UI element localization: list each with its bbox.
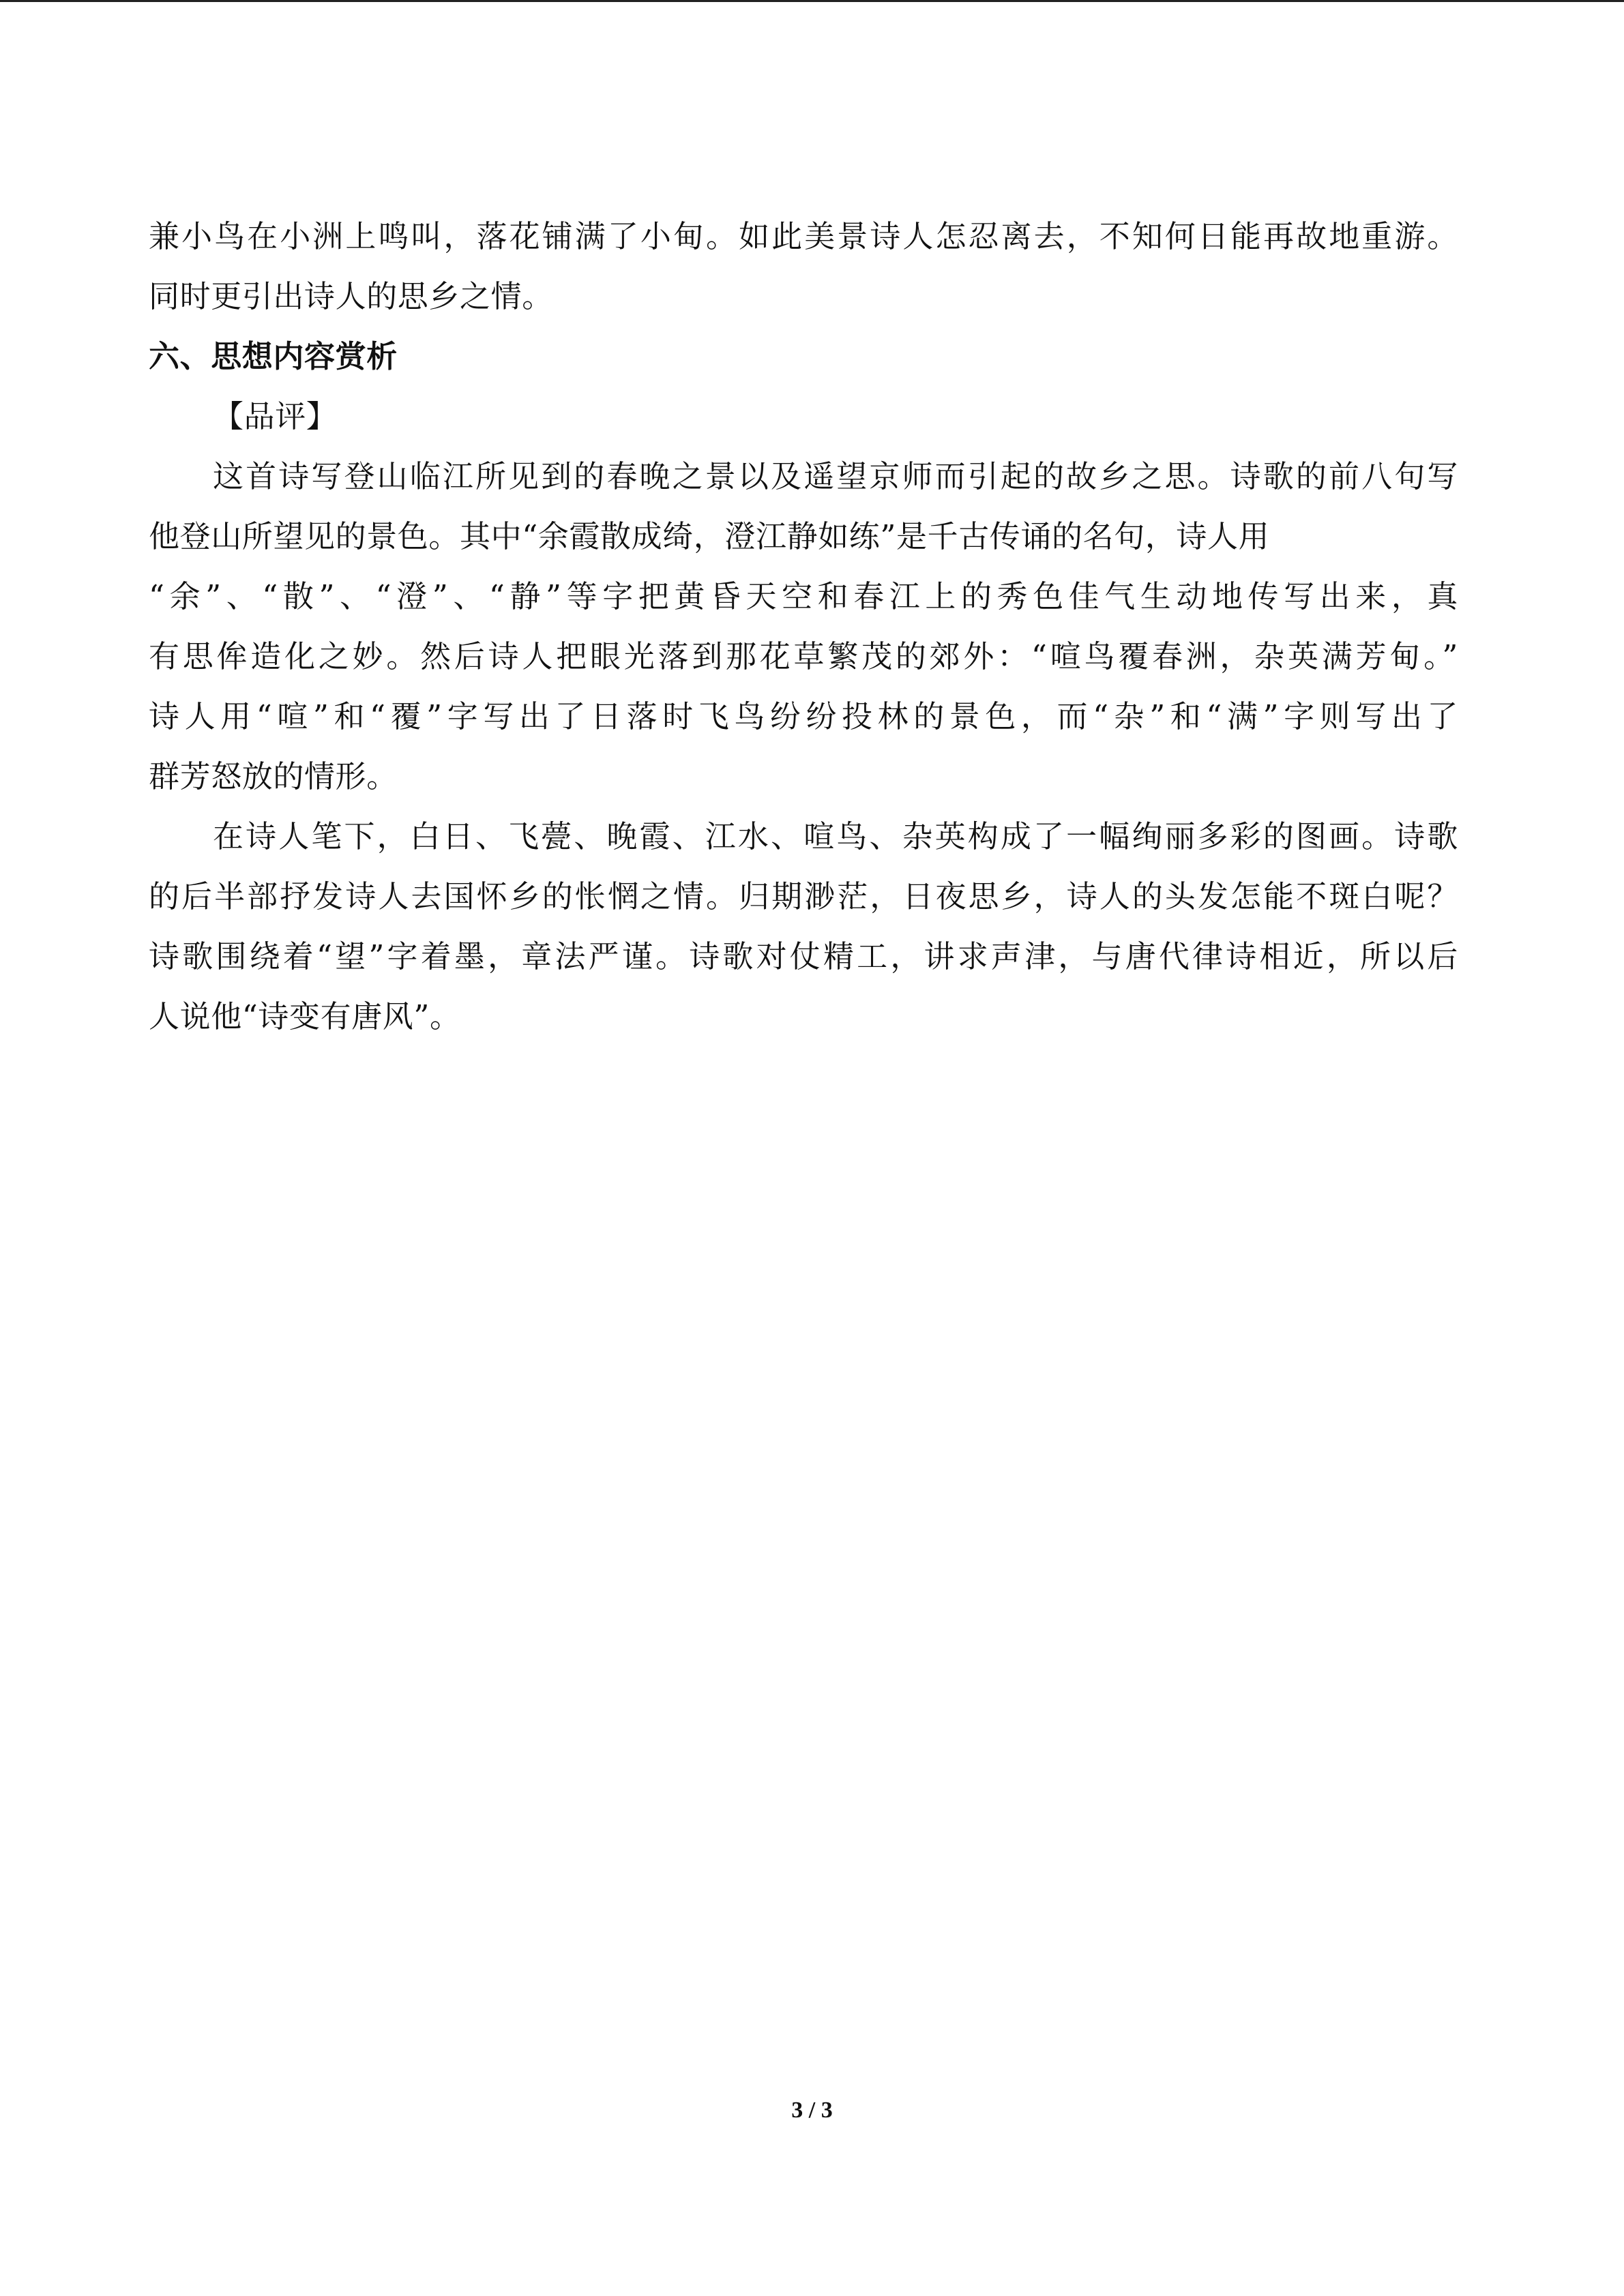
paragraph-line: 诗人用“喧”和“覆”字写出了日落时飞鸟纷纷投林的景色，而“杂”和“满”字则写出了 (149, 698, 1458, 734)
analysis-paragraph-2 (149, 807, 1458, 1047)
paragraph-line: 的后半部抒发诗人去国怀乡的怅惘之情。归期渺茫，日夜思乡，诗人的头发怎能不斑白呢？ (149, 878, 1458, 914)
paragraph-line: 诗歌围绕着“望”字着墨，章法严谨。诗歌对仗精工，讲求声津，与唐代律诗相近，所以后 (149, 938, 1458, 974)
paragraph-line: 这首诗写登山临江所见到的春晚之景以及遥望京师而引起的故乡之思。诗歌的前八句写 (213, 458, 1458, 494)
continued-paragraph (149, 207, 1458, 327)
paragraph-line: “余”、“散”、“澄”、“静”等字把黄昏天空和春江上的秀色佳气生动地传写出来，真 (149, 578, 1458, 614)
paragraph-line: 人说他“诗变有唐风”。 (149, 998, 461, 1034)
analysis-paragraph-1 (149, 447, 1458, 807)
paragraph-line: 兼小鸟在小洲上鸣叫，落花铺满了小甸。如此美景诗人怎忍离去，不知何日能再故地重游。 (149, 218, 1458, 254)
comment-label: 【品评】 (213, 398, 338, 434)
paragraph-line: 同时更引出诗人的思乡之情。 (149, 278, 553, 314)
paragraph-line: 他登山所望见的景色。其中“余霞散成绮，澄江静如练”是千古传诵的名句，诗人用 (149, 518, 1270, 554)
paragraph-line: 有思侔造化之妙。然后诗人把眼光落到那花草繁茂的郊外：“喧鸟覆春洲，杂英满芳甸。” (149, 638, 1458, 674)
paragraph-line: 群芳怒放的情形。 (149, 758, 398, 794)
section-heading: 六、思想内容赏析 (149, 338, 398, 374)
paragraph-line: 在诗人笔下，白日、飞甍、晚霞、江水、喧鸟、杂英构成了一幅绚丽多彩的图画。诗歌 (213, 818, 1458, 854)
document-body (149, 207, 1458, 1047)
page-number: 3 / 3 (791, 2098, 833, 2123)
top-border-line (0, 0, 1624, 2)
